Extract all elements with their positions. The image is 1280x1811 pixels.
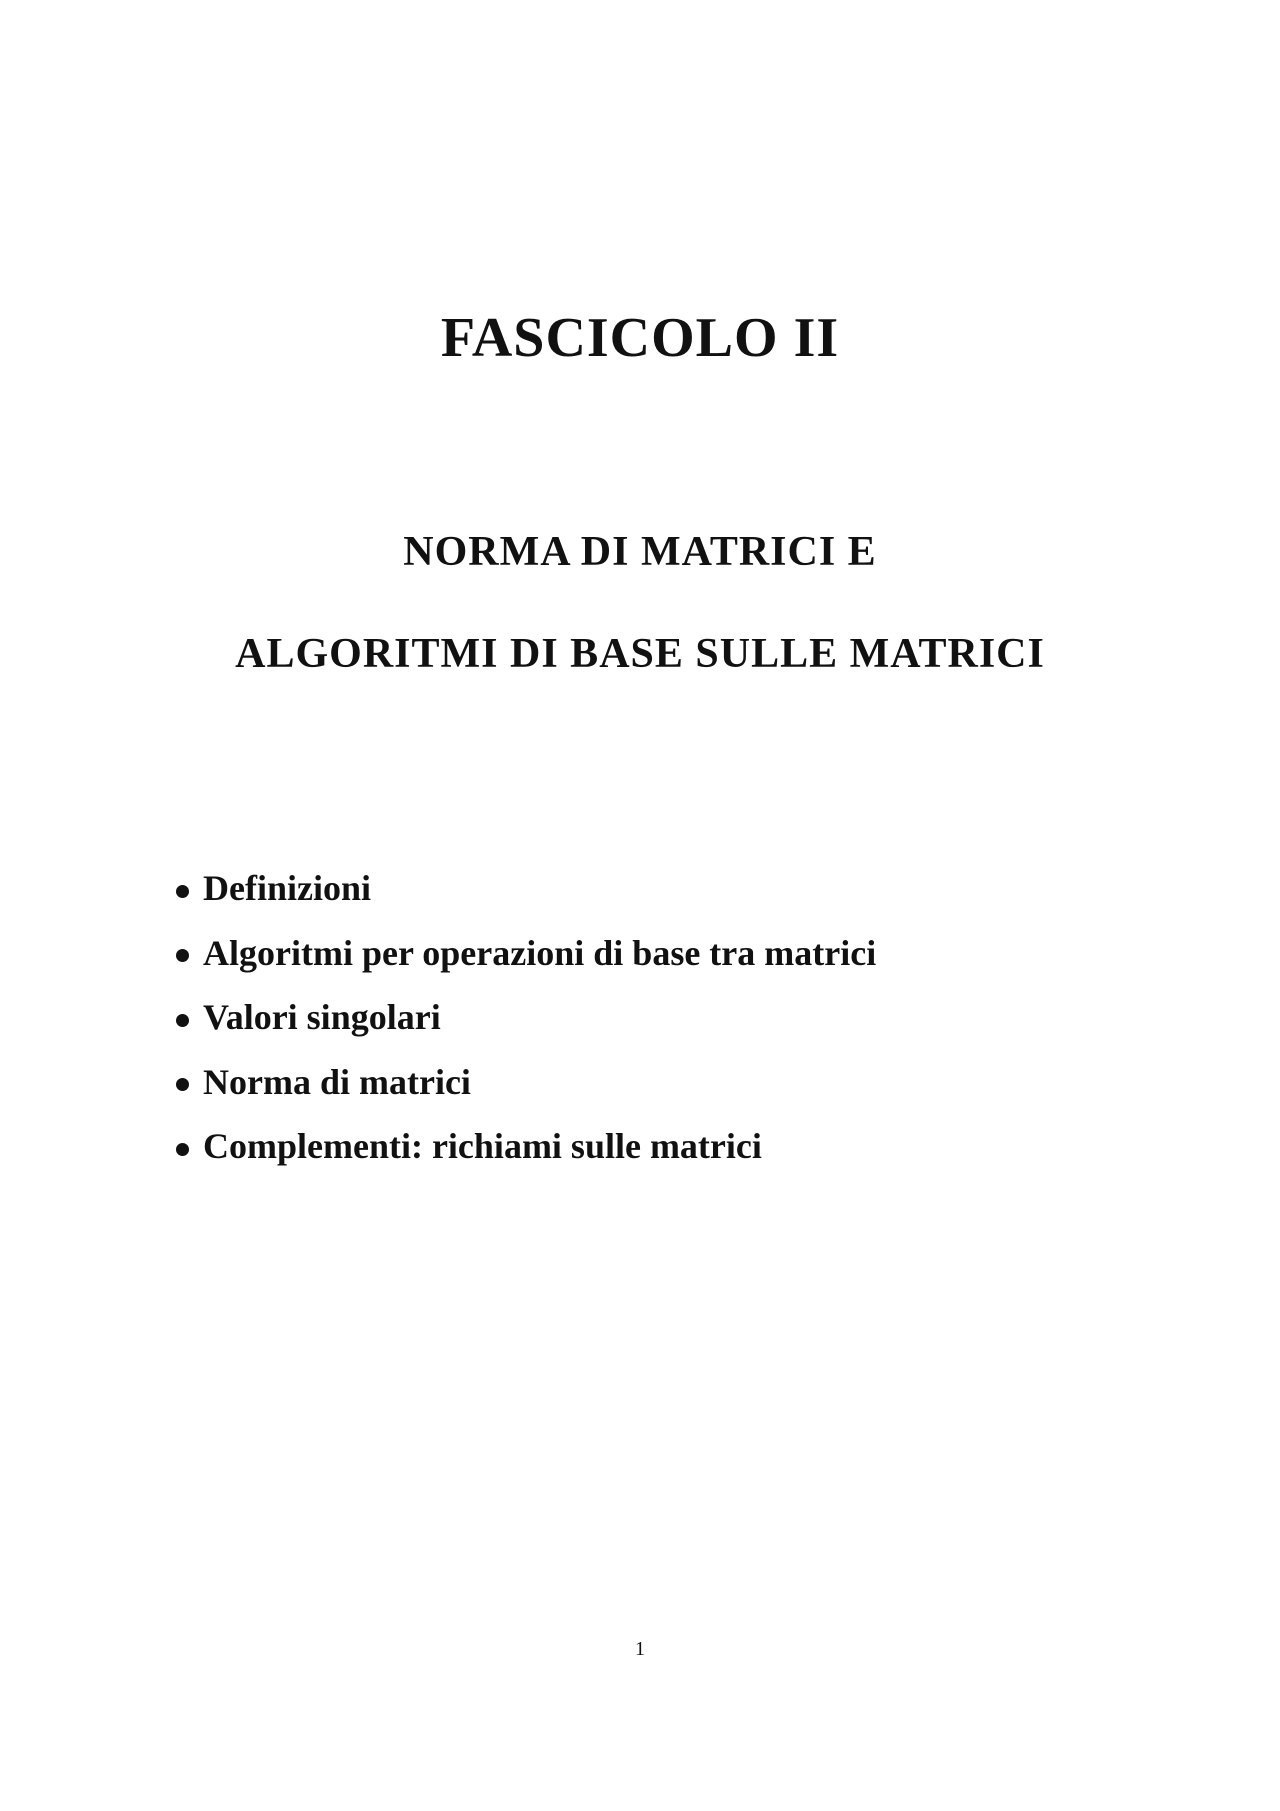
bullet-dot-icon [176, 885, 189, 898]
list-item [176, 1114, 876, 1179]
bullet-dot-icon [176, 1143, 189, 1156]
bullet-dot-icon [176, 1078, 189, 1091]
bullet-dot-icon [176, 1014, 189, 1027]
subtitle-line-1: NORMA DI MATRICI E [403, 529, 877, 575]
page-title: FASCICOLO II [440, 307, 840, 369]
list-item-label: Algoritmi per operazioni di base tra matrici [203, 932, 877, 973]
list-item-label: Norma di matrici [203, 1061, 471, 1102]
page-number: 1 [635, 1638, 645, 1660]
list-item [176, 985, 876, 1050]
topic-list [176, 856, 876, 1179]
subtitle-line-2: ALGORITMI DI BASE SULLE MATRICI [235, 631, 1045, 677]
bullet-dot-icon [176, 949, 189, 962]
list-item [176, 856, 876, 921]
list-item-label: Complementi: richiami sulle matrici [203, 1126, 762, 1167]
list-item-label: Definizioni [203, 868, 371, 909]
list-item [176, 1050, 876, 1115]
list-item [176, 921, 876, 986]
list-item-label: Valori singolari [203, 997, 441, 1038]
